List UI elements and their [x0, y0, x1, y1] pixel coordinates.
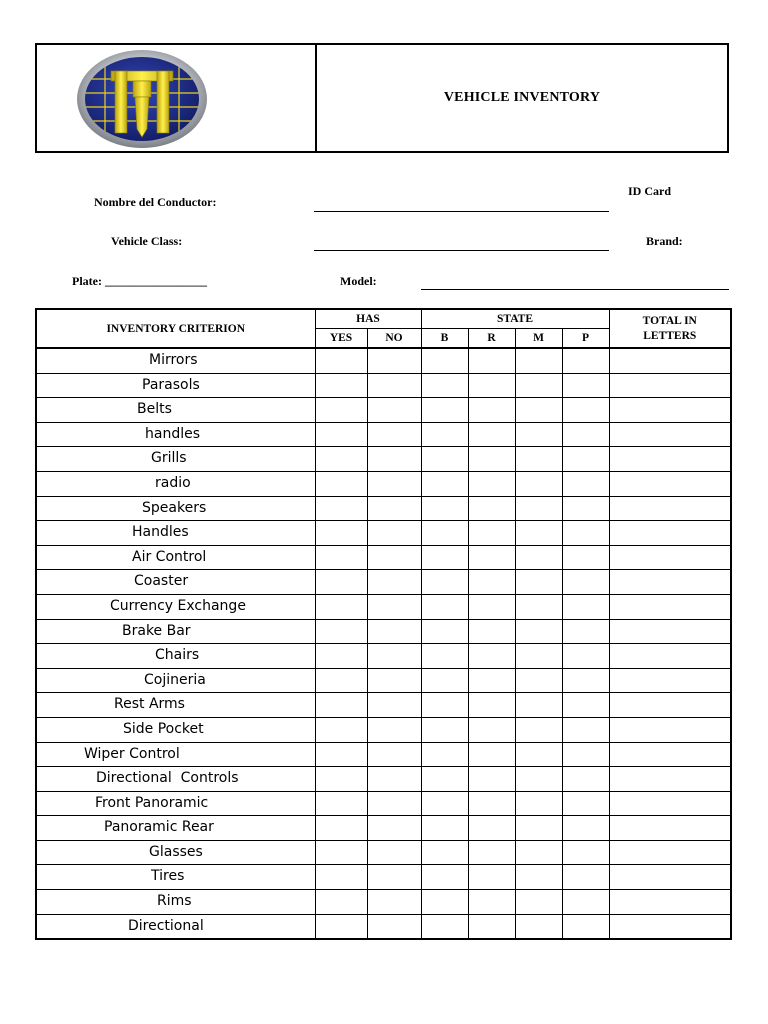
yes-cell[interactable] [315, 496, 367, 521]
state-r-cell[interactable] [468, 668, 515, 693]
criterion-cell [36, 447, 315, 472]
state-p-cell[interactable] [562, 521, 609, 546]
criterion-label: radio [155, 474, 191, 491]
criterion-label: Mirrors [149, 352, 198, 368]
criterion-cell [36, 890, 315, 915]
state-b-cell[interactable] [421, 816, 468, 841]
state-b-cell[interactable] [421, 471, 468, 496]
total-in-letters-cell[interactable] [609, 914, 731, 939]
criterion-label: Side Pocket [123, 720, 204, 737]
state-m-cell[interactable] [515, 742, 562, 767]
no-cell[interactable] [367, 890, 421, 915]
state-p-cell[interactable] [562, 496, 609, 521]
state-m-cell[interactable] [515, 717, 562, 742]
state-m-cell[interactable] [515, 422, 562, 447]
state-m-cell[interactable] [515, 840, 562, 865]
table-row [36, 767, 731, 792]
state-m-cell[interactable] [515, 914, 562, 939]
yes-cell[interactable] [315, 348, 367, 373]
no-column-header: NO [367, 329, 421, 349]
total-in-letters-cell[interactable] [609, 840, 731, 865]
state-p-cell[interactable] [562, 545, 609, 570]
brand-label: Brand: [646, 234, 683, 248]
state-m-cell[interactable] [515, 373, 562, 398]
state-b-cell[interactable] [421, 865, 468, 890]
criterion-cell [36, 422, 315, 447]
no-cell[interactable] [367, 521, 421, 546]
state-p-cell[interactable] [562, 447, 609, 472]
state-r-cell[interactable] [468, 348, 515, 373]
state-p-column-header: P [562, 329, 609, 349]
total-in-letters-cell[interactable] [609, 422, 731, 447]
state-p-cell[interactable] [562, 668, 609, 693]
state-r-cell[interactable] [468, 644, 515, 669]
state-m-column-header: M [515, 329, 562, 349]
header-box [35, 43, 729, 153]
table-row [36, 447, 731, 472]
state-b-cell[interactable] [421, 668, 468, 693]
state-r-cell[interactable] [468, 422, 515, 447]
table-row [36, 398, 731, 423]
total-in-letters-cell[interactable] [609, 570, 731, 595]
state-b-cell[interactable] [421, 373, 468, 398]
criterion-cell [36, 373, 315, 398]
state-b-cell[interactable] [421, 717, 468, 742]
state-b-cell[interactable] [421, 840, 468, 865]
state-r-cell[interactable] [468, 767, 515, 792]
no-cell[interactable] [367, 644, 421, 669]
no-cell[interactable] [367, 742, 421, 767]
criterion-cell [36, 693, 315, 718]
total-in-letters-cell[interactable] [609, 717, 731, 742]
table-row [36, 471, 731, 496]
state-m-cell[interactable] [515, 816, 562, 841]
no-cell[interactable] [367, 447, 421, 472]
criterion-label: Front Panoramic [95, 794, 209, 811]
state-b-cell[interactable] [421, 791, 468, 816]
model-line[interactable] [421, 289, 729, 290]
yes-cell[interactable] [315, 717, 367, 742]
state-r-cell[interactable] [468, 791, 515, 816]
state-r-cell[interactable] [468, 496, 515, 521]
criterion-label: Handles [132, 524, 189, 541]
criterion-cell [36, 840, 315, 865]
inventory-table [35, 308, 732, 940]
yes-cell[interactable] [315, 791, 367, 816]
table-row [36, 840, 731, 865]
vehicle-class-label: Vehicle Class: [111, 234, 183, 248]
criterion-cell [36, 717, 315, 742]
criterion-label: Rest Arms [114, 696, 185, 713]
driver-name-line[interactable] [314, 211, 609, 212]
inventory-rows [36, 348, 731, 939]
state-r-cell[interactable] [468, 521, 515, 546]
criterion-cell [36, 594, 315, 619]
state-m-cell[interactable] [515, 890, 562, 915]
state-p-cell[interactable] [562, 816, 609, 841]
yes-cell[interactable] [315, 742, 367, 767]
has-header: HAS [315, 309, 421, 329]
total-in-letters-cell[interactable] [609, 668, 731, 693]
total-in-letters-cell[interactable] [609, 767, 731, 792]
state-r-cell[interactable] [468, 742, 515, 767]
yes-cell[interactable] [315, 644, 367, 669]
state-r-cell[interactable] [468, 717, 515, 742]
state-m-cell[interactable] [515, 570, 562, 595]
criterion-cell [36, 791, 315, 816]
state-b-cell[interactable] [421, 521, 468, 546]
no-cell[interactable] [367, 865, 421, 890]
no-cell[interactable] [367, 348, 421, 373]
state-r-cell[interactable] [468, 619, 515, 644]
no-cell[interactable] [367, 668, 421, 693]
no-cell[interactable] [367, 594, 421, 619]
state-p-cell[interactable] [562, 717, 609, 742]
total-in-letters-cell[interactable] [609, 521, 731, 546]
total-in-letters-cell[interactable] [609, 816, 731, 841]
no-cell[interactable] [367, 816, 421, 841]
no-cell[interactable] [367, 545, 421, 570]
table-row [36, 348, 731, 373]
criterion-cell [36, 471, 315, 496]
criterion-cell [36, 742, 315, 767]
total-in-letters-cell[interactable] [609, 594, 731, 619]
state-r-cell[interactable] [468, 570, 515, 595]
state-p-cell[interactable] [562, 348, 609, 373]
criterion-label: handles [145, 425, 201, 442]
criterion-cell [36, 644, 315, 669]
plate-label[interactable]: Plate: _________________ [72, 274, 207, 288]
state-p-cell[interactable] [562, 422, 609, 447]
no-cell[interactable] [367, 373, 421, 398]
criterion-label: Glasses [149, 843, 203, 860]
criterion-label: Currency Exchange [110, 597, 246, 614]
no-cell[interactable] [367, 422, 421, 447]
table-row [36, 914, 731, 939]
state-r-cell[interactable] [468, 693, 515, 718]
total-in-letters-cell[interactable] [609, 693, 731, 718]
state-m-cell[interactable] [515, 791, 562, 816]
state-m-cell[interactable] [515, 447, 562, 472]
table-row [36, 619, 731, 644]
total-in-letters-header: TOTAL IN LETTERS [609, 309, 731, 348]
yes-column-header: YES [315, 329, 367, 349]
state-m-cell[interactable] [515, 348, 562, 373]
total-in-letters-cell[interactable] [609, 742, 731, 767]
state-b-column-header: B [421, 329, 468, 349]
yes-cell[interactable] [315, 668, 367, 693]
state-p-cell[interactable] [562, 594, 609, 619]
state-r-cell[interactable] [468, 816, 515, 841]
criterion-label: Belts [137, 401, 172, 418]
no-cell[interactable] [367, 914, 421, 939]
total-in-letters-cell[interactable] [609, 619, 731, 644]
state-p-cell[interactable] [562, 373, 609, 398]
total-in-letters-cell[interactable] [609, 398, 731, 423]
total-in-letters-cell[interactable] [609, 496, 731, 521]
no-cell[interactable] [367, 767, 421, 792]
criterion-label: Speakers [142, 499, 207, 516]
vehicle-class-line[interactable] [314, 250, 609, 251]
state-b-cell[interactable] [421, 570, 468, 595]
criterion-cell [36, 865, 315, 890]
total-in-letters-cell[interactable] [609, 644, 731, 669]
state-m-cell[interactable] [515, 496, 562, 521]
state-b-cell[interactable] [421, 545, 468, 570]
criterion-cell [36, 619, 315, 644]
no-cell[interactable] [367, 717, 421, 742]
table-row [36, 865, 731, 890]
criterion-cell [36, 545, 315, 570]
yes-cell[interactable] [315, 521, 367, 546]
criterion-label: Brake Bar [122, 622, 191, 639]
state-m-cell[interactable] [515, 693, 562, 718]
state-p-cell[interactable] [562, 693, 609, 718]
state-r-cell[interactable] [468, 865, 515, 890]
yes-cell[interactable] [315, 594, 367, 619]
state-b-cell[interactable] [421, 644, 468, 669]
state-b-cell[interactable] [421, 398, 468, 423]
yes-cell[interactable] [315, 545, 367, 570]
criterion-label: Chairs [155, 647, 200, 664]
state-r-cell[interactable] [468, 373, 515, 398]
criterion-cell [36, 521, 315, 546]
criterion-cell [36, 668, 315, 693]
state-b-cell[interactable] [421, 890, 468, 915]
state-p-cell[interactable] [562, 742, 609, 767]
table-row [36, 693, 731, 718]
state-b-cell[interactable] [421, 447, 468, 472]
state-m-cell[interactable] [515, 644, 562, 669]
table-row [36, 521, 731, 546]
no-cell[interactable] [367, 619, 421, 644]
state-r-cell[interactable] [468, 545, 515, 570]
no-cell[interactable] [367, 791, 421, 816]
yes-cell[interactable] [315, 693, 367, 718]
criterion-label: Tires [151, 868, 185, 885]
total-in-letters-cell[interactable] [609, 447, 731, 472]
state-r-column-header: R [468, 329, 515, 349]
table-row [36, 545, 731, 570]
table-row [36, 717, 731, 742]
criterion-label: Rims [157, 893, 192, 910]
no-cell[interactable] [367, 840, 421, 865]
criterion-label: Coaster [134, 573, 189, 590]
total-in-letters-cell[interactable] [609, 373, 731, 398]
state-m-cell[interactable] [515, 767, 562, 792]
table-row [36, 496, 731, 521]
criterion-cell [36, 496, 315, 521]
page-title: VEHICLE INVENTORY [443, 90, 601, 105]
criterion-label: Grills [151, 450, 187, 467]
yes-cell[interactable] [315, 865, 367, 890]
state-r-cell[interactable] [468, 914, 515, 939]
state-p-cell[interactable] [562, 570, 609, 595]
state-m-cell[interactable] [515, 471, 562, 496]
state-r-cell[interactable] [468, 890, 515, 915]
criterion-label: Directional [128, 917, 204, 934]
total-in-letters-cell[interactable] [609, 890, 731, 915]
state-r-cell[interactable] [468, 447, 515, 472]
criterion-cell [36, 570, 315, 595]
yes-cell[interactable] [315, 890, 367, 915]
yes-cell[interactable] [315, 619, 367, 644]
state-m-cell[interactable] [515, 398, 562, 423]
table-row [36, 668, 731, 693]
total-in-letters-cell[interactable] [609, 471, 731, 496]
state-b-cell[interactable] [421, 619, 468, 644]
yes-cell[interactable] [315, 840, 367, 865]
table-row [36, 570, 731, 595]
state-p-cell[interactable] [562, 865, 609, 890]
state-b-cell[interactable] [421, 496, 468, 521]
criterion-label: Air Control [132, 548, 207, 565]
yes-cell[interactable] [315, 373, 367, 398]
criterion-cell [36, 914, 315, 939]
state-r-cell[interactable] [468, 840, 515, 865]
state-p-cell[interactable] [562, 644, 609, 669]
state-p-cell[interactable] [562, 767, 609, 792]
yes-cell[interactable] [315, 570, 367, 595]
criterion-label: Panoramic Rear [104, 819, 214, 836]
id-card-label: ID Card [628, 184, 672, 198]
table-row [36, 890, 731, 915]
no-cell[interactable] [367, 398, 421, 423]
criterion-cell [36, 816, 315, 841]
yes-cell[interactable] [315, 398, 367, 423]
state-p-cell[interactable] [562, 840, 609, 865]
state-m-cell[interactable] [515, 619, 562, 644]
state-m-cell[interactable] [515, 668, 562, 693]
model-label: Model: [340, 274, 377, 288]
yes-cell[interactable] [315, 471, 367, 496]
state-b-cell[interactable] [421, 348, 468, 373]
table-row [36, 422, 731, 447]
criterion-label: Directional Controls [96, 770, 239, 787]
criterion-header: INVENTORY CRITERION [36, 309, 315, 348]
company-logo-icon [75, 49, 209, 149]
driver-name-label: Nombre del Conductor: [94, 195, 217, 209]
state-b-cell[interactable] [421, 422, 468, 447]
table-row [36, 373, 731, 398]
no-cell[interactable] [367, 496, 421, 521]
total-in-letters-cell[interactable] [609, 865, 731, 890]
total-in-letters-cell[interactable] [609, 791, 731, 816]
state-b-cell[interactable] [421, 742, 468, 767]
no-cell[interactable] [367, 693, 421, 718]
table-row [36, 644, 731, 669]
state-m-cell[interactable] [515, 545, 562, 570]
yes-cell[interactable] [315, 816, 367, 841]
state-r-cell[interactable] [468, 471, 515, 496]
state-p-cell[interactable] [562, 890, 609, 915]
state-header: STATE [421, 309, 609, 329]
state-p-cell[interactable] [562, 914, 609, 939]
state-r-cell[interactable] [468, 398, 515, 423]
criterion-cell [36, 348, 315, 373]
criterion-cell [36, 767, 315, 792]
state-p-cell[interactable] [562, 791, 609, 816]
state-b-cell[interactable] [421, 693, 468, 718]
yes-cell[interactable] [315, 447, 367, 472]
criterion-label: Parasols [142, 376, 200, 393]
state-b-cell[interactable] [421, 767, 468, 792]
total-in-letters-cell[interactable] [609, 348, 731, 373]
table-row [36, 594, 731, 619]
criterion-cell [36, 398, 315, 423]
yes-cell[interactable] [315, 914, 367, 939]
no-cell[interactable] [367, 570, 421, 595]
state-m-cell[interactable] [515, 865, 562, 890]
state-p-cell[interactable] [562, 619, 609, 644]
table-row [36, 816, 731, 841]
state-r-cell[interactable] [468, 594, 515, 619]
state-p-cell[interactable] [562, 471, 609, 496]
state-b-cell[interactable] [421, 594, 468, 619]
table-row [36, 742, 731, 767]
state-p-cell[interactable] [562, 398, 609, 423]
total-in-letters-cell[interactable] [609, 545, 731, 570]
yes-cell[interactable] [315, 767, 367, 792]
no-cell[interactable] [367, 471, 421, 496]
criterion-label: Cojineria [144, 671, 206, 688]
table-row [36, 791, 731, 816]
criterion-label: Wiper Control [84, 745, 180, 762]
state-b-cell[interactable] [421, 914, 468, 939]
state-m-cell[interactable] [515, 594, 562, 619]
state-m-cell[interactable] [515, 521, 562, 546]
yes-cell[interactable] [315, 422, 367, 447]
